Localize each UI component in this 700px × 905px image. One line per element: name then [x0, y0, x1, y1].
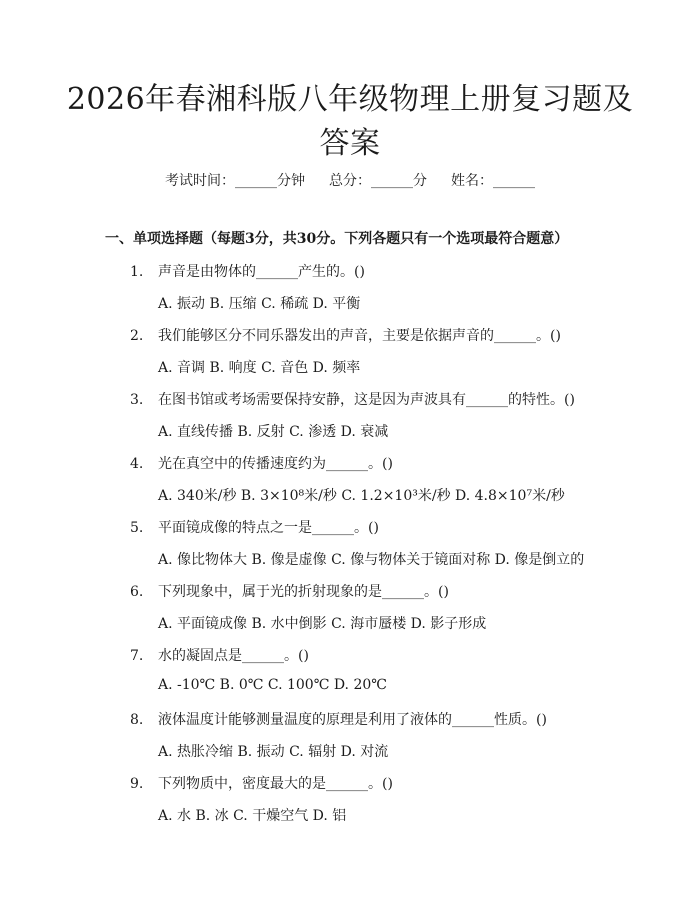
question-text: 下列现象中，属于光的折射现象的是______。(): [158, 584, 449, 600]
question-text: 光在真空中的传播速度约为______。(): [158, 456, 393, 472]
exam-time: 考试时间：______分钟: [165, 173, 305, 189]
section-heading: 一、单项选择题（每题3分，共30分。下列各题只有一个选项最符合题意）: [105, 231, 569, 247]
question-number: 7.: [130, 648, 144, 664]
question-number: 1.: [130, 264, 144, 280]
question-text: 在图书馆或考场需要保持安静，这是因为声波具有______的特性。(): [158, 392, 575, 408]
question-number: 9.: [130, 776, 144, 792]
question-1-options: A. 振动 B. 压缩 C. 稀疏 D. 平衡: [158, 296, 361, 312]
question-text: 液体温度计能够测量温度的原理是利用了液体的______性质。(): [158, 712, 547, 728]
question-number: 8.: [130, 712, 144, 728]
document-title: 2026年春湘科版八年级物理上册复习题及答案: [66, 82, 634, 161]
question-number: 5.: [130, 520, 144, 536]
question-3-options: A. 直线传播 B. 反射 C. 渗透 D. 衰减: [158, 424, 389, 440]
question-9: [130, 773, 393, 793]
question-text: 声音是由物体的______产生的。(): [158, 264, 365, 280]
question-6-options: A. 平面镜成像 B. 水中倒影 C. 海市蜃楼 D. 影子形成: [158, 616, 487, 632]
question-7: [130, 645, 309, 665]
question-3: [130, 389, 575, 409]
question-number: 2.: [130, 328, 144, 344]
question-8-options: A. 热胀冷缩 B. 振动 C. 辐射 D. 对流: [158, 744, 389, 760]
question-9-options: A. 水 B. 冰 C. 干燥空气 D. 铝: [158, 808, 347, 824]
question-6: [130, 581, 449, 601]
question-2: [130, 325, 561, 345]
question-7-options: A. -10℃ B. 0℃ C. 100℃ D. 20℃: [158, 677, 387, 693]
question-4: [130, 453, 393, 473]
student-name: 姓名：______: [451, 173, 535, 189]
question-2-options: A. 音调 B. 响度 C. 音色 D. 频率: [158, 360, 361, 376]
question-4-options: A. 340米/秒 B. 3×10⁸米/秒 C. 1.2×10³米/秒 D. 4.8×10⁷米/秒: [158, 488, 565, 504]
question-number: 4.: [130, 456, 144, 472]
question-8: [130, 709, 547, 729]
question-number: 3.: [130, 392, 144, 408]
question-5-options: A. 像比物体大 B. 像是虚像 C. 像与物体关于镜面对称 D. 像是倒立的: [158, 552, 585, 568]
question-1: [130, 261, 365, 281]
question-text: 水的凝固点是______。(): [158, 648, 309, 664]
question-text: 平面镜成像的特点之一是______。(): [158, 520, 379, 536]
question-5: [130, 517, 379, 537]
question-text: 下列物质中，密度最大的是______。(): [158, 776, 393, 792]
exam-meta-line: [0, 170, 700, 190]
question-text: 我们能够区分不同乐器发出的声音，主要是依据声音的______。(): [158, 328, 561, 344]
question-number: 6.: [130, 584, 144, 600]
total-score: 总分：______分: [329, 173, 427, 189]
